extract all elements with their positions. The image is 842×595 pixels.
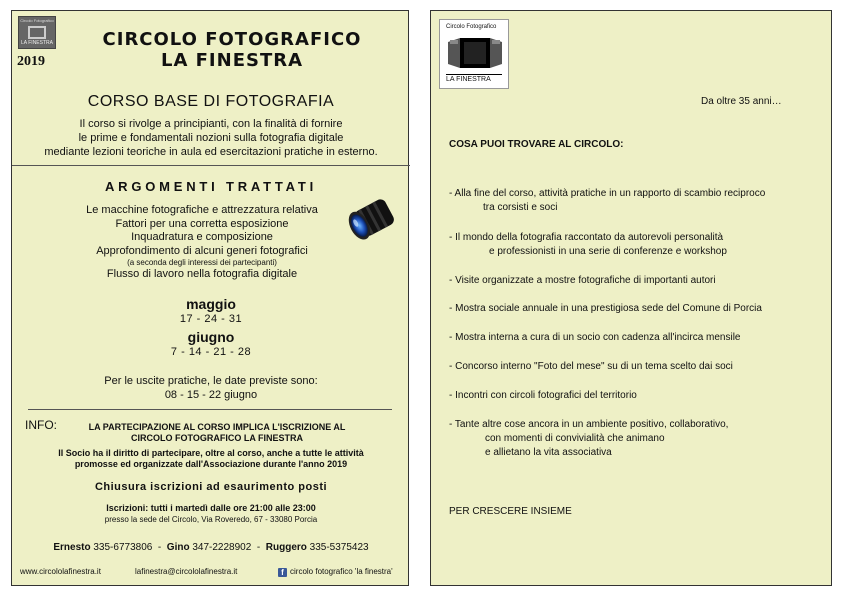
contact-phone[interactable]: 335-6773806 — [93, 542, 153, 553]
email-link[interactable]: lafinestra@circololafinestra.it — [135, 567, 238, 576]
intro-line: Il corso si rivolge a principianti, con la finalità di fornire — [79, 118, 343, 130]
topic-item: Flusso di lavoro nella fotografia digitale — [106, 268, 298, 280]
list-item — [449, 418, 819, 460]
info-label: INFO: — [25, 418, 57, 432]
registration-hours: Iscrizioni: tutti i martedì dalle ore 21:00 alle 23:00 — [106, 503, 316, 513]
facebook-label: circolo fotografico 'la finestra' — [290, 567, 393, 576]
contact-name: Ernesto — [53, 542, 91, 553]
intro-line: mediante lezioni teoriche in aula ed esercitazioni pratiche in esterno. — [44, 146, 378, 158]
list-item — [449, 274, 819, 288]
course-title: CORSO BASE DI FOTOGRAFIA — [87, 93, 335, 110]
item-line: - Alla fine del corso, attività pratiche in un rapporto di scambio reciproco — [449, 188, 766, 199]
venue-address: presso la sede del Circolo, Via Roveredo, 67 - 33080 Porcia — [104, 515, 318, 524]
closing-slogan: PER CRESCERE INSIEME — [449, 506, 572, 517]
info-text-line: promosse ed organizzate dall'Associazione durante l'anno 2019 — [74, 459, 348, 469]
logo-bottom-text: LA FINESTRA — [21, 40, 53, 46]
practical-dates — [12, 374, 410, 402]
item-line: - Visite organizzate a mostre fotografiche di importanti autori — [449, 275, 716, 286]
logo-bottom-text: LA FINESTRA — [446, 76, 491, 83]
window-icon — [446, 34, 504, 74]
camera-lens-icon — [342, 197, 398, 243]
list-item — [449, 302, 819, 316]
tagline: Da oltre 35 anni… — [701, 96, 782, 107]
item-line: con momenti di convivialità che animano — [485, 433, 665, 444]
club-title-line1: CIRCOLO FOTOGRAFICO — [102, 29, 362, 50]
facebook-icon: f — [278, 568, 287, 577]
info-title-line: LA PARTECIPAZIONE AL CORSO IMPLICA L'ISCRIZIONE AL — [88, 422, 346, 432]
item-line: e allietano la vita associativa — [485, 447, 612, 458]
list-item — [449, 389, 819, 403]
year: 2019 — [17, 54, 45, 69]
divider — [28, 409, 392, 410]
club-title-line2: LA FINESTRA — [160, 50, 304, 71]
list-item — [449, 331, 819, 345]
item-line: - Concorso interno "Foto del mese" su di un tema scelto dai soci — [449, 361, 733, 372]
registration-closing: Chiusura iscrizioni ad esaurimento posti — [94, 481, 328, 493]
list-item — [449, 360, 819, 374]
logo-top-text: Circolo Fotografico — [446, 24, 497, 30]
month-june: giugno — [187, 329, 235, 345]
topic-item: Approfondimento di alcuni generi fotografici — [96, 244, 308, 257]
topic-item: Le macchine fotografiche e attrezzatura relativa — [86, 204, 318, 216]
info-title-line: CIRCOLO FOTOGRAFICO LA FINESTRA — [131, 433, 303, 443]
month-may: maggio — [186, 296, 236, 312]
contact-name: Ruggero — [265, 542, 307, 553]
item-line: tra corsisti e soci — [483, 202, 558, 213]
item-line: e professionisti in una serie di conferenze e workshop — [489, 246, 727, 257]
left-panel — [11, 10, 409, 586]
dates-may: 17 - 24 - 31 — [179, 313, 243, 325]
intro-line: le prime e fondamentali nozioni sulla fotografia digitale — [78, 132, 344, 144]
divider — [12, 165, 410, 166]
list-item — [449, 231, 819, 259]
item-line: - Incontri con circoli fotografici del territorio — [449, 390, 637, 401]
topics-heading: ARGOMENTI TRATTATI — [104, 179, 318, 194]
topic-item: Inquadratura e composizione — [131, 231, 273, 243]
website-link[interactable]: www.circololafinestra.it — [20, 567, 101, 576]
info-text — [22, 448, 400, 470]
course-intro — [12, 117, 410, 159]
contact-phone[interactable]: 347-2228902 — [192, 542, 252, 553]
separator: - — [256, 542, 261, 553]
section-heading: COSA PUOI TROVARE AL CIRCOLO: — [449, 139, 624, 150]
facebook-link[interactable] — [278, 567, 393, 577]
right-panel — [430, 10, 832, 586]
topic-note: (a seconda degli interessi dei partecipanti) — [127, 258, 277, 267]
window-icon — [28, 26, 46, 39]
logo-rule — [446, 74, 502, 75]
club-logo — [439, 19, 509, 89]
list-item — [449, 187, 819, 215]
info-title — [67, 422, 367, 444]
contact-name: Gino — [166, 542, 190, 553]
contact-phone[interactable]: 335-5375423 — [309, 542, 369, 553]
practical-label: Per le uscite pratiche, le date previste sono: — [104, 375, 318, 387]
item-line: - Mostra sociale annuale in una prestigiosa sede del Comune di Porcia — [449, 303, 762, 314]
dates-june: 7 - 14 - 21 - 28 — [170, 346, 252, 358]
item-line: - Il mondo della fotografia raccontato da autorevoli personalità — [449, 232, 724, 243]
contacts — [12, 542, 410, 553]
topics-list — [12, 204, 392, 282]
item-line: - Mostra interna a cura di un socio con cadenza all'incirca mensile — [449, 332, 741, 343]
club-logo — [18, 16, 56, 49]
info-text-line: Il Socio ha il diritto di partecipare, oltre al corso, anche a tutte le attività — [58, 448, 364, 458]
separator: - — [157, 542, 162, 553]
logo-top-text: Circolo Fotografico — [20, 18, 54, 23]
item-line: - Tante altre cose ancora in un ambiente positivo, collaborativo, — [449, 419, 729, 430]
topic-item: Fattori per una corretta esposizione — [115, 217, 289, 230]
practical-dates-value: 08 - 15 - 22 giugno — [164, 389, 258, 401]
